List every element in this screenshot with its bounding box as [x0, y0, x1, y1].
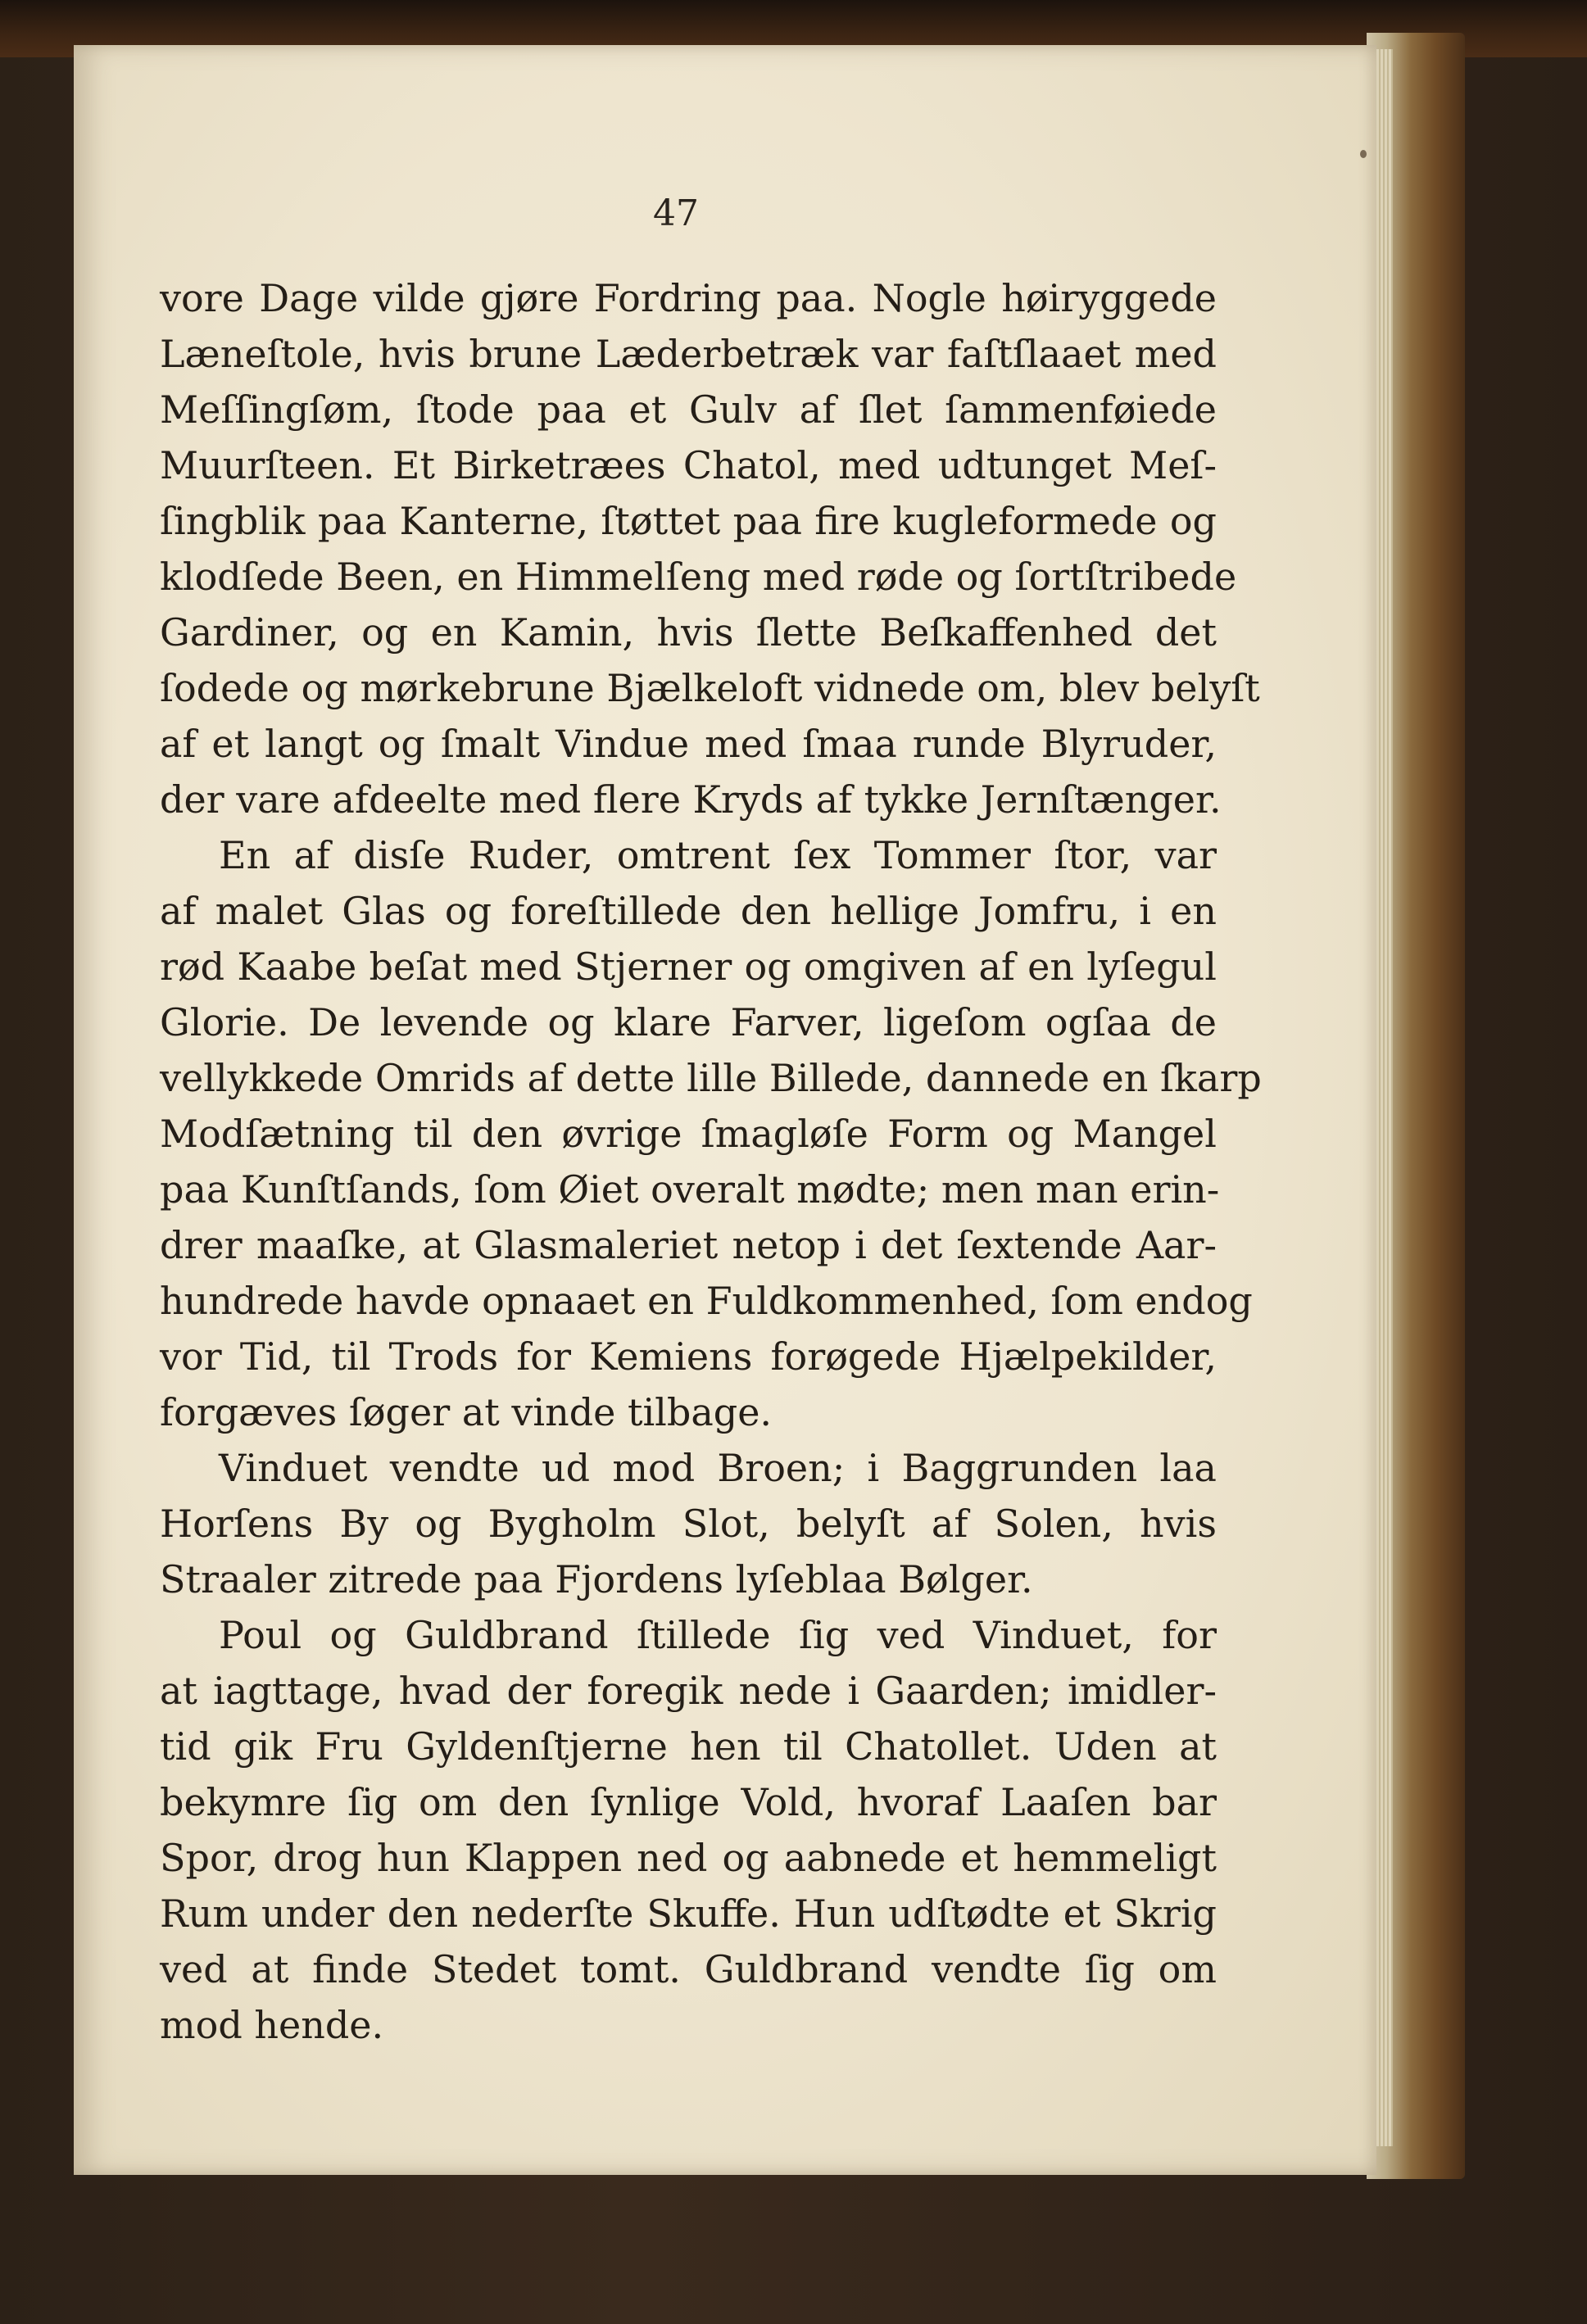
text-line: at iagttage, hvad der foregik nede i Gaarden; imidler- [160, 1669, 1217, 1713]
text-line: paa Kunſtſands, ſom Øiet overalt mødte; men man erin- [160, 1167, 1220, 1212]
body-text [160, 270, 1262, 2053]
text-line: ſodede og mørkebrune Bjælkeloft vidnede om, blev belyſt [160, 666, 1260, 710]
text-line: hundrede havde opnaaet en Fuldkommenhed, ſom endog [160, 1279, 1253, 1323]
text-line: vellykkede Omrids af dette lille Billede, dannede en ſkarp [160, 1056, 1262, 1100]
text-line: Modſætning til den øvrige ſmagløſe Form og Mangel [160, 1112, 1217, 1156]
page-number: 47 [653, 193, 699, 234]
text-line: klodſede Been, en Himmelſeng med røde og ſortſtribede [160, 555, 1237, 599]
text-line: bekymre ſig om den ſynlige Vold, hvoraf Laaſen bar [160, 1780, 1217, 1824]
text-line: Meſſingſøm, ſtode paa et Gulv af ſlet ſammenføiede [160, 387, 1217, 432]
text-line: der vare afdeelte med flere Kryds af tykke Jernſtænger. [160, 777, 1222, 822]
text-line: forgæves ſøger at vinde tilbage. [160, 1390, 773, 1434]
text-line: af et langt og ſmalt Vindue med ſmaa runde Blyruder, [160, 722, 1217, 766]
text-line: Glorie. De levende og klare Farver, ligeſom ogſaa de [160, 1000, 1217, 1044]
text-line: ſingblik paa Kanterne, ſtøttet paa fire kugleformede og [160, 499, 1217, 543]
paragraph-start-line: En af disſe Ruder, omtrent ſex Tommer ſtor, var [219, 833, 1217, 877]
text-line: af malet Glas og foreſtillede den hellige Jomfru, i en [160, 889, 1217, 933]
paragraph-start-line: Poul og Guldbrand ſtillede ſig ved Vinduet, for [219, 1613, 1217, 1657]
paper-speck [1360, 150, 1367, 158]
text-line: Læneſtole, hvis brune Læderbetræk var faſtſlaaet med [160, 332, 1217, 376]
text-line: ved at finde Stedet tomt. Guldbrand vendte ſig om [160, 1947, 1217, 1991]
text-line: vor Tid, til Trods for Kemiens forøgede Hjælpekilder, [160, 1334, 1217, 1379]
paragraph-start-line: Vinduet vendte ud mod Broen; i Baggrunden laa [219, 1446, 1217, 1490]
text-line: drer maaſke, at Glasmaleriet netop i det ſextende Aar- [160, 1223, 1217, 1267]
text-line: Rum under den nederſte Skuffe. Hun udſtødte et Skrig [160, 1891, 1217, 1936]
text-line: Spor, drog hun Klappen ned og aabnede et hemmeligt [160, 1836, 1217, 1880]
text-line: rød Kaabe beſat med Stjerner og omgiven af en lyſegul [160, 945, 1217, 989]
text-line: Gardiner, og en Kamin, hvis ſlette Beſkaffenhed det [160, 610, 1217, 655]
text-line: Muurſteen. Et Birketræes Chatol, med udtunget Meſ- [160, 443, 1217, 487]
text-line: Horſens By og Bygholm Slot, belyſt af Solen, hvis [160, 1502, 1217, 1546]
text-line: vore Dage vilde gjøre Fordring paa. Nogle høiryggede [160, 276, 1217, 320]
text-line: mod hende. [160, 2003, 384, 2047]
text-line: Straaler zitrede paa Fjordens lyſeblaa Bølger. [160, 1557, 1033, 1601]
text-line: tid gik Fru Gyldenſtjerne hen til Chatollet. Uden at [160, 1724, 1217, 1769]
